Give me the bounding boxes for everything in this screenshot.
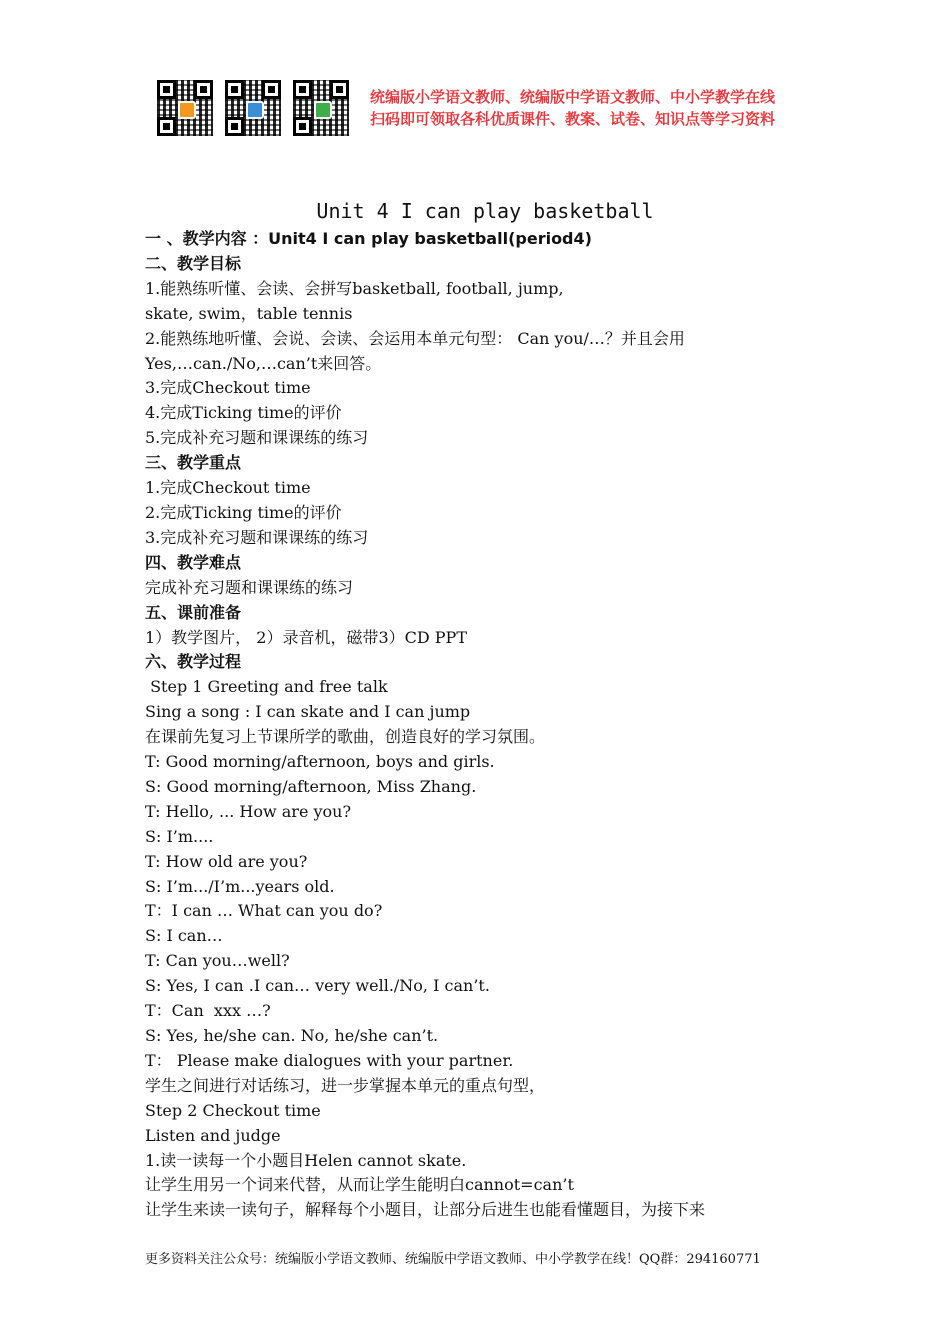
dialogue-line: T: Hello, ... How are you? <box>145 801 352 821</box>
dialogue-line: T：Can xxx …? <box>145 1001 271 1021</box>
text-line: 5.完成补充习题和课课练的练习 <box>145 428 369 448</box>
text-line: 1）教学图片， 2）录音机，磁带3）CD PPT <box>145 627 467 647</box>
qr-code-1[interactable] <box>157 80 213 136</box>
dialogue-line: T： Please make dialogues with your partner. <box>145 1050 514 1070</box>
text-line: 1.完成Checkout time <box>145 478 311 498</box>
dialogue-line: S: I can… <box>145 926 223 946</box>
text-line: Step 1 Greeting and free talk <box>145 677 388 697</box>
text-line: 让学生来读一读句子，解释每个小题目，让部分后进生也能看懂题目，为接下来 <box>145 1200 706 1220</box>
text-line: 学生之间进行对话练习，进一步掌握本单元的重点句型， <box>145 1075 546 1095</box>
dialogue-line: S: I’m.../I’m...years old. <box>145 876 335 896</box>
qr-logo-icon <box>178 101 196 119</box>
qr-code-3[interactable] <box>293 80 349 136</box>
section-heading: 三、教学重点 <box>145 453 242 473</box>
promo-banner <box>370 86 775 130</box>
text-line: 完成补充习题和课课练的练习 <box>145 577 354 597</box>
dialogue-line: S: Yes, I can .I can… very well./No, I can’t. <box>145 976 490 996</box>
dialogue-line: S: Yes, he/she can. No, he/she can’t. <box>145 1026 439 1045</box>
dialogue-line: S: Good morning/afternoon, Miss Zhang. <box>145 776 477 796</box>
qr-logo-icon <box>314 101 332 119</box>
text-line: Yes,…can./No,…can’t来回答。 <box>145 353 382 373</box>
dialogue-line: T: How old are you? <box>145 851 308 871</box>
document-title: Unit 4 I can play basketball <box>316 199 654 223</box>
qr-code-2[interactable] <box>225 80 281 136</box>
text-line: Listen and judge <box>145 1125 281 1145</box>
dialogue-line: T: Can you…well? <box>145 951 290 971</box>
text-line: 3.完成Checkout time <box>145 378 311 398</box>
section-heading: 六、教学过程 <box>145 652 242 672</box>
banner-line-1: 统编版小学语文教师、统编版中学语文教师、中小学教学在线 <box>370 88 776 106</box>
text-line: Sing a song : I can skate and I can jump <box>145 702 471 722</box>
text-line: 2.完成Ticking time的评价 <box>145 502 342 522</box>
text-line: 4.完成Ticking time的评价 <box>145 403 342 423</box>
text-line: 1.能熟练听懂、会读、会拼写basketball, football, jump, <box>145 278 564 298</box>
dialogue-line: T: Good morning/afternoon, boys and girls. <box>145 752 495 772</box>
section-heading: 一 、教学内容 ：Unit4 I can play basketball(period4) <box>145 229 592 248</box>
document-body <box>145 196 825 1223</box>
text-line: 在课前先复习上节课所学的歌曲，创造良好的学习氛围。 <box>145 727 546 747</box>
page-footer: 更多资料关注公众号：统编版小学语文教师、统编版中学语文教师、中小学教学在线！QQ群：294160771 <box>145 1252 761 1267</box>
text-line: 让学生用另一个词来代替，从而让学生能明白cannot=can’t <box>145 1175 574 1195</box>
section-heading: 五、课前准备 <box>145 602 242 622</box>
section-heading: 二、教学目标 <box>145 253 242 273</box>
text-line: Step 2 Checkout time <box>145 1100 321 1120</box>
text-line: 1.读一读每一个小题目Helen cannot skate. <box>145 1150 467 1170</box>
text-line: 3.完成补充习题和课课练的练习 <box>145 527 369 547</box>
dialogue-line: T：I can … What can you do? <box>145 901 383 921</box>
dialogue-line: S: I’m.... <box>145 826 214 846</box>
text-line: skate, swim，table tennis <box>145 303 353 323</box>
page-header <box>0 0 950 150</box>
text-line: 2.能熟练地听懂、会说、会读、会运用本单元句型： Can you/…？并且会用 <box>145 328 685 348</box>
section-heading: 四、教学难点 <box>145 552 242 572</box>
banner-line-2: 扫码即可领取各科优质课件、教案、试卷、知识点等学习资料 <box>370 110 776 128</box>
qr-logo-icon <box>246 101 264 119</box>
